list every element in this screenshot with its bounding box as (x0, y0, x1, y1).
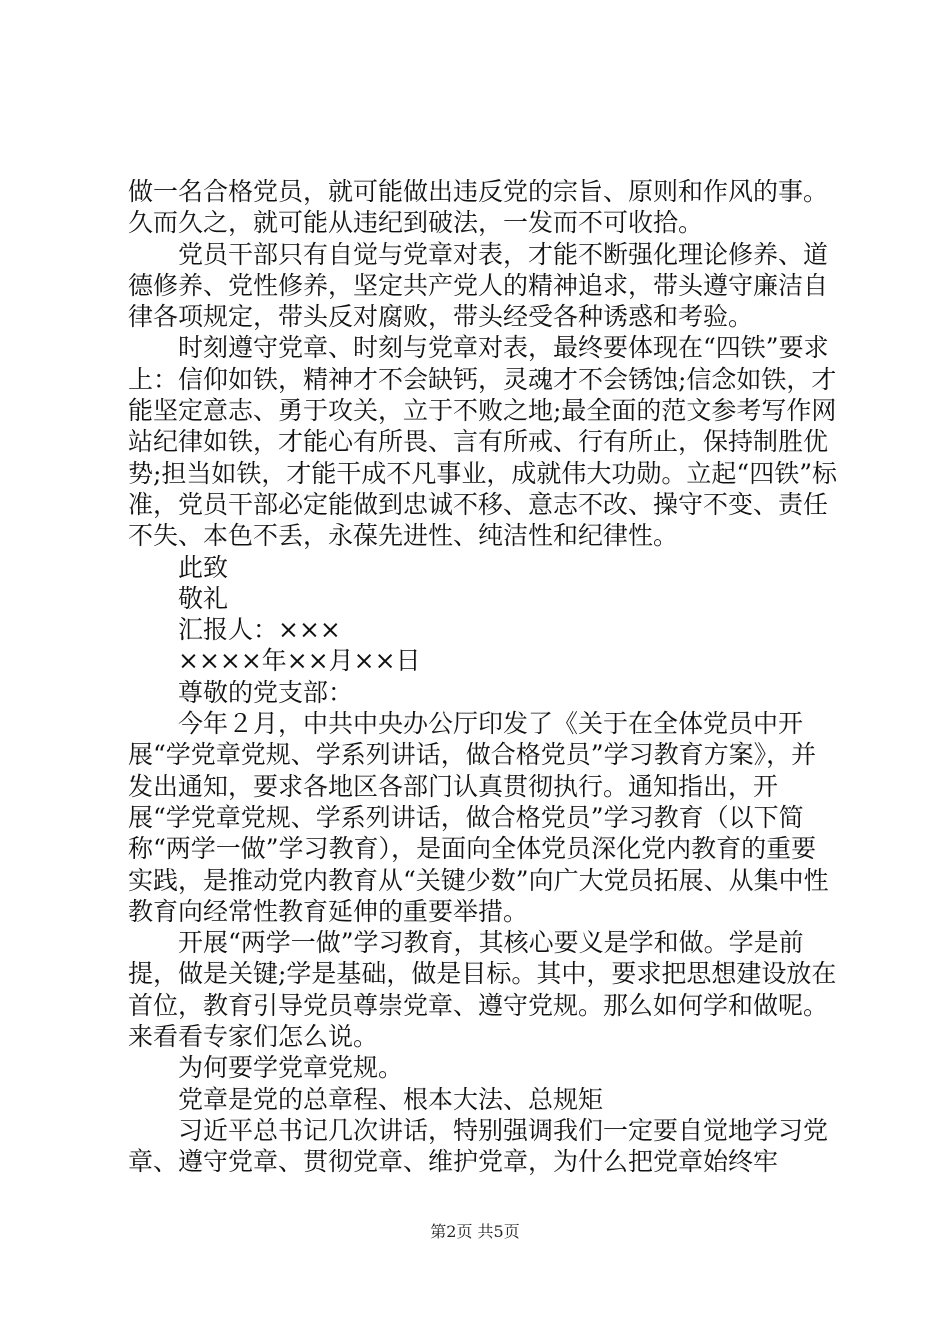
reporter-line: 汇报人：××× (178, 615, 341, 645)
closing-regards: 敬礼 (178, 583, 229, 613)
document-body (128, 176, 838, 1178)
paragraph-5: 开展“两学一做”学习教育，其核心要义是学和做。学是前提，做是关键;学是基础，做是目标。其中，要求把思想建设放在首位，教育引导党员尊崇党章、遵守党规。那么如何学和做呢。来看看专家们怎么说。 (128, 928, 837, 1052)
section-heading-1: 为何要学党章党规。 (178, 1053, 404, 1083)
date-line: ××××年××月××日 (178, 646, 421, 676)
paragraph-2: 党员干部只有自觉与党章对表，才能不断强化理论修养、道德修养、党性修养，坚定共产党人的精神追求，带头遵守廉洁自律各项规定，带头反对腐败，带头经受各种诱惑和考验。 (128, 239, 829, 332)
paragraph-4: 今年２月，中共中央办公厅印发了《关于在全体党员中开展“学党章党规、学系列讲话，做合格党员”学习教育方案》，并发出通知，要求各地区各部门认真贯彻执行。通知指出，开展“学党章党规、学系列讲话，做合格党员”学习教育（以下简称“两学一做”学习教育），是面向全体党员深化党内教育的重要实践，是推动党内教育从“关键少数”向广大党员拓展、从集中性教育向经常性教育延伸的重要举措。 (128, 709, 829, 926)
paragraph-1: 做一名合格党员，就可能做出违反党的宗旨、原则和作风的事。久而久之，就可能从违纪到破法，一发而不可收拾。 (128, 177, 829, 238)
paragraph-6: 习近平总书记几次讲话，特别强调我们一定要自觉地学习党章、遵守党章、贯彻党章、维护党章，为什么把党章始终牢 (128, 1115, 829, 1177)
letter-greeting: 尊敬的党支部： (178, 677, 354, 707)
paragraph-3: 时刻遵守党章、时刻与党章对表，最终要体现在“四铁”要求上：信仰如铁，精神才不会缺钙，灵魂才不会锈蚀;信念如铁，才能坚定意志、勇于攻关，立于不败之地;最全面的范文参考写作网站纪律如铁，才能心有所畏、言有所戒、行有所止，保持制胜优势;担当如铁，才能干成不凡事业，成就伟大功勋。立起“四铁”标准，党员干部必定能做到忠诚不移、意志不改、操守不变、责任不失、本色不丢，永葆先进性、纯洁性和纪律性。 (128, 333, 837, 551)
section-heading-2: 党章是党的总章程、根本大法、总规矩 (178, 1084, 604, 1114)
closing-salutation: 此致 (178, 552, 229, 582)
page-number-footer: 第2页 共5页 (430, 1222, 520, 1241)
